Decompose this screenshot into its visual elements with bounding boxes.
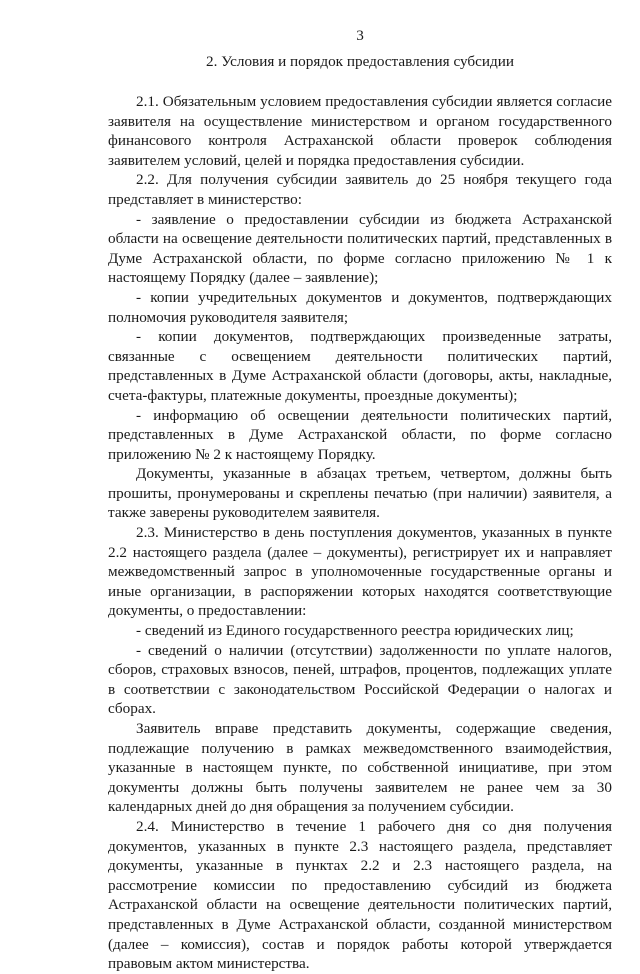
list-item-expense-documents: - копии документов, подтверждающих произведенные затраты, связанные с освещением деятельности политических партий, представленных в Думе Астраханской области (договоры, акты, накладные, счета-фактуры, платежные документы, проездные документы); [108,328,612,404]
list-item-tax-debt-info: - сведений о наличии (отсутствии) задолженности по уплате налогов, сборов, страховых взносов, пеней, штрафов, процентов, подлежащих уплате в соответствии с законодательством Российской Федерации о налогах и сборах. [108,641,612,718]
paragraph-2-4: 2.4. Министерство в течение 1 рабочего дня со дня получения документов, указанных в пункте 2.3 настоящего раздела, представляет документы, указанные в пунктах 2.2 и 2.3 настоящего раздела, на рассмотрение комиссии по предоставлению субсидий из бюджета Астраханской области на освещение деятельности политических партий, представленных в Думе Астраханской области, созданной министерством (далее – комиссия), состав и порядок работы которой утверждается правовым актом министерства. [108,817,612,973]
paragraph-2-3: 2.3. Министерство в день поступления документов, указанных в пункте 2.2 настоящего раздела (далее – документы), регистрирует их и направляет межведомственный запрос в уполномоченные государственные органы и иные организации, в распоряжении которых находятся соответствующие документы, о предоставлении: [108,524,612,620]
list-item-legal-entities-registry: - сведений из Единого государственного реестра юридических лиц; [136,622,574,640]
paragraph-2-1: 2.1. Обязательным условием предоставления субсидии является согласие заявителя на осуществление министерством и органом государственного финансового контроля Астраханской области проверок соблюдения заявителем условий, целей и порядка предоставления субсидии. [108,93,612,169]
paragraph-documents-binding: Документы, указанные в абзацах третьем, четвертом, должны быть прошиты, пронумерованы и скреплены печатью (при наличии) заявителя, а также заверены руководителем заявителя. [108,465,612,522]
document-body [108,92,612,974]
list-item-coverage-information: - информацию об освещении деятельности политических партий, представленных в Думе Астраханской области, по форме согласно приложению № 2 к настоящему Порядку. [108,406,612,463]
list-item-application: - заявление о предоставлении субсидии из бюджета Астраханской области на освещение деятельности политических партий, представленных в Думе Астраханской области, по форме согласно приложению № 1 к настоящему Порядку (далее – заявление); [108,210,612,287]
list-item-founding-documents: - копии учредительных документов и документов, подтверждающих полномочия руководителя заявителя; [108,288,612,326]
section-title: 2. Условия и порядок предоставления субсидии [206,53,514,70]
paragraph-applicant-right: Заявитель вправе представить документы, содержащие сведения, подлежащие получению в рамках межведомственного взаимодействия, указанные в настоящем пункте, по собственной инициативе, при этом документы должны быть получены заявителем не ранее чем за 30 календарных дней до дня обращения за получением субсидии. [108,720,612,816]
paragraph-2-2: 2.2. Для получения субсидии заявитель до 25 ноября текущего года представляет в министерство: [108,171,612,208]
page-number: 3 [356,27,364,44]
